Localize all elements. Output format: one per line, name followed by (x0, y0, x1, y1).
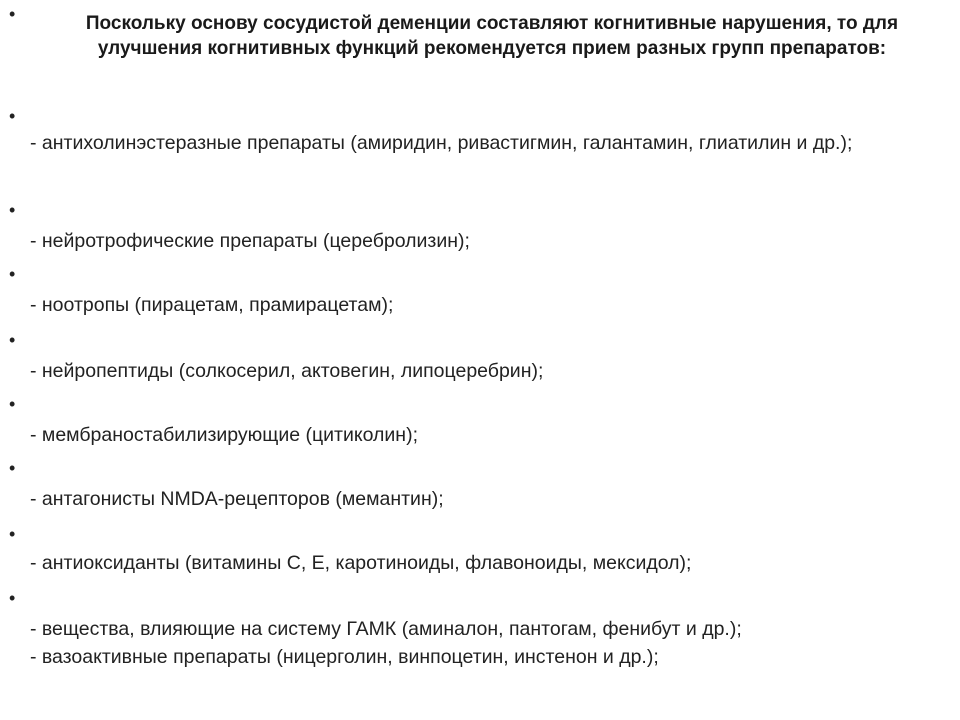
bullet-marker: • (9, 264, 16, 284)
bullet-marker: • (9, 200, 16, 220)
list-item-antioxidants: - антиоксиданты (витамины С, Е, каротиноиды, флавоноиды, мексидол); (30, 552, 692, 574)
bullet-marker: • (9, 106, 16, 126)
slide-intro-text: Поскольку основу сосудистой деменции составляют когнитивные нарушения, то для улучшения когнитивных функций рекомендуется прием разных групп препаратов: (85, 13, 899, 59)
list-item-neuropeptides: - нейропептиды (солкосерил, актовегин, липоцеребрин); (30, 360, 544, 382)
list-item-membrane-stabilizing: - мембраностабилизирующие (цитиколин); (30, 424, 418, 446)
list-item-vasoactive: - вазоактивные препараты (ницерголин, винпоцетин, инстенон и др.); (30, 646, 659, 668)
bullet-marker: • (9, 524, 16, 544)
bullet-marker: • (9, 458, 16, 478)
bullet-marker: • (9, 330, 16, 350)
list-item-neurotrophic: - нейротрофические препараты (церебролизин); (30, 230, 470, 252)
list-item-anticholinesterase: - антихолинэстеразные препараты (амиридин, ривастигмин, галантамин, глиатилин и др.); (30, 132, 853, 154)
list-item-nmda-antagonists: - антагонисты NMDA-рецепторов (мемантин); (30, 488, 444, 510)
list-item-nootropics: - ноотропы (пирацетам, прамирацетам); (30, 294, 394, 316)
list-item-gaba-system: - вещества, влияющие на систему ГАМК (аминалон, пантогам, фенибут и др.); (30, 618, 742, 640)
bullet-marker: • (9, 394, 16, 414)
bullet-marker: • (9, 588, 16, 608)
bullet-marker: • (9, 4, 16, 24)
